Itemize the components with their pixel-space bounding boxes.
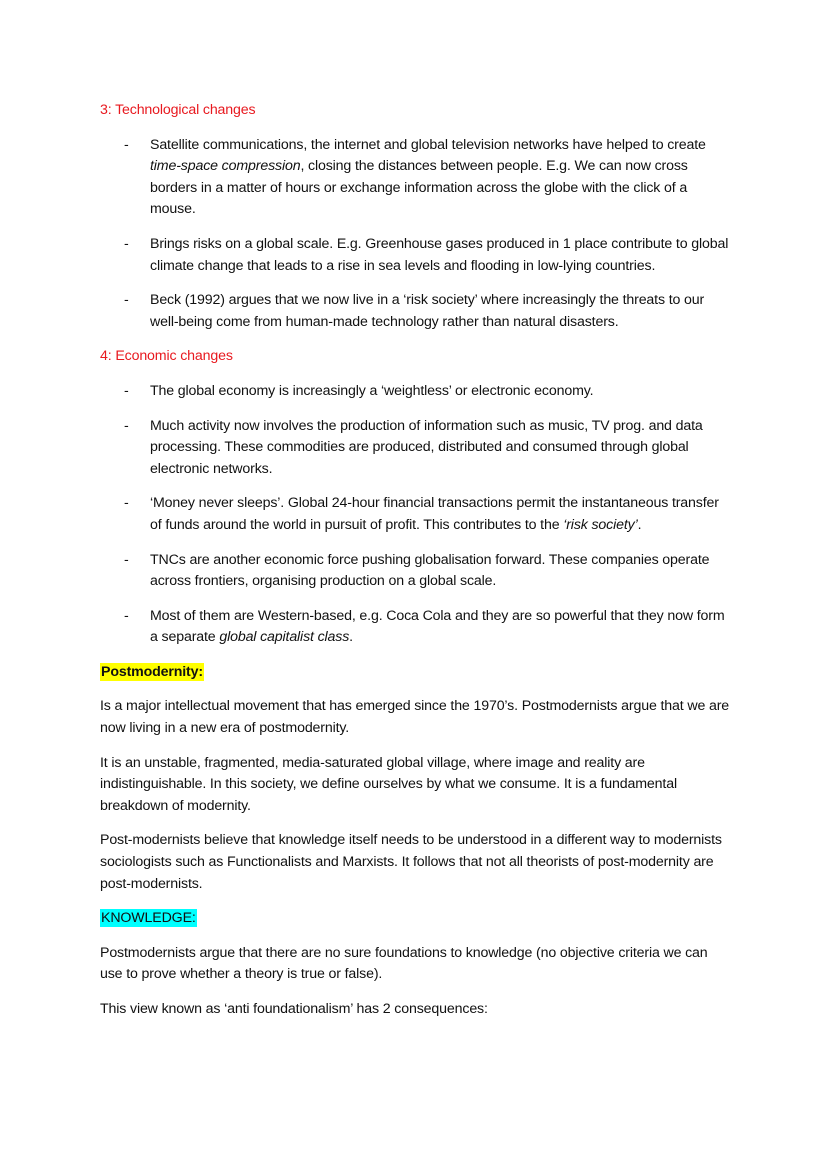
- heading-economic-changes: 4: Economic changes: [100, 348, 233, 365]
- dash-bullet-icon: -: [124, 382, 129, 399]
- list-item: [100, 606, 730, 649]
- dash-bullet-icon: -: [124, 136, 129, 153]
- economic-bullet-list: [100, 381, 730, 649]
- paragraph: Is a major intellectual movement that has emerged since the 1970’s. Postmodernists argue that we are now living in a new era of postmodernity.: [100, 698, 730, 737]
- list-item-text: ‘Money never sleeps’. Global 24-hour financial transactions permit the instantaneous transfer of funds around the world in pursuit of profit. This contributes to the: [150, 495, 719, 533]
- list-item-text: Beck (1992) argues that we now live in a ‘risk society’ where increasingly the threats to our well-being come from human-made technology rather than natural disasters.: [150, 292, 705, 330]
- document-body: [100, 100, 730, 1034]
- list-item: [100, 135, 730, 221]
- list-item-text: TNCs are another economic force pushing globalisation forward. These companies operate across frontiers, organising production on a global scale.: [150, 551, 710, 590]
- postmodernity-highlighted-label: Postmodernity:: [101, 663, 203, 680]
- list-item: [100, 290, 730, 333]
- technological-bullet-list: [100, 135, 730, 334]
- italic-term: global capitalist class: [219, 629, 350, 646]
- dash-bullet-icon: -: [124, 292, 129, 309]
- paragraph: Postmodernists argue that there are no sure foundations to knowledge (no objective criteria we can use to prove whether a theory is true or false).: [100, 944, 708, 983]
- list-item-text: .: [349, 629, 353, 646]
- paragraph: This view known as ‘anti foundationalism’ has 2 consequences:: [100, 1001, 488, 1017]
- knowledge-highlighted-label: KNOWLEDGE:: [101, 910, 196, 927]
- list-item: [100, 234, 730, 277]
- list-item: [100, 493, 730, 536]
- dash-bullet-icon: -: [124, 417, 129, 434]
- paragraph: It is an unstable, fragmented, media-saturated global village, where image and reality are indistinguishable. In this society, we define ourselves by what we consume. It is a fundamental breakdown of modernity.: [100, 754, 677, 814]
- list-item-text: Brings risks on a global scale. E.g. Greenhouse gases produced in 1 place contribute to global climate change that leads to a rise in sea levels and flooding in low-lying countries.: [150, 235, 729, 274]
- dash-bullet-icon: -: [124, 495, 129, 512]
- list-item-text: Much activity now involves the production of information such as music, TV prog. and data processing. These commodities are produced, distributed and consumed through global electronic networks.: [150, 417, 703, 477]
- knowledge-label-block: [100, 908, 730, 930]
- italic-term: time-space compression: [150, 158, 301, 175]
- list-item: [100, 416, 730, 481]
- heading-technological-changes: 3: Technological changes: [100, 102, 256, 118]
- dash-bullet-icon: -: [124, 551, 129, 568]
- dash-bullet-icon: -: [124, 607, 129, 624]
- list-item: [100, 550, 730, 593]
- paragraph: Post-modernists believe that knowledge itself needs to be understood in a different way to modernists sociologists such as Functionalists and Marxists. It follows that not all theorists of post-modernity are post-modernists.: [100, 832, 722, 892]
- postmodernity-label-block: [100, 662, 730, 684]
- italic-term: ‘risk society’: [563, 516, 638, 533]
- list-item-text: The global economy is increasingly a ‘weightless’ or electronic economy.: [150, 382, 594, 399]
- list-item-text: .: [637, 516, 642, 533]
- dash-bullet-icon: -: [124, 235, 129, 252]
- list-item-text: , closing the distances between people. E.g. We can now cross borders in a matter of hours or exchange information across the globe with the click of a mouse.: [150, 158, 688, 218]
- list-item-text: Satellite communications, the internet and global television networks have helped to create: [150, 136, 706, 153]
- list-item-text: Most of them are Western-based, e.g. Coca Cola and they are so powerful that they now form a separate: [150, 607, 725, 646]
- list-item: [100, 381, 730, 403]
